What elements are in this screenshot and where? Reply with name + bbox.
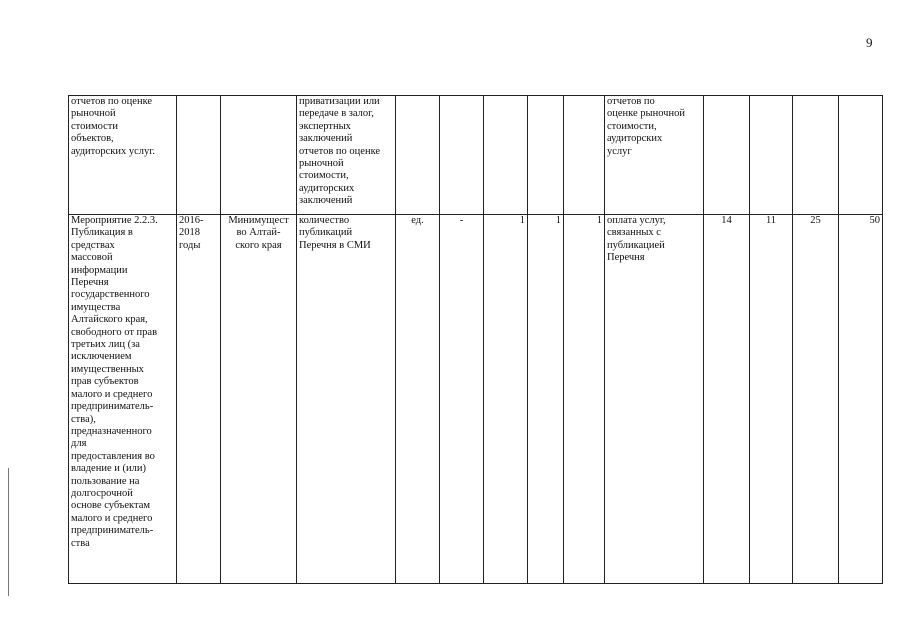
table-row — [69, 96, 883, 215]
cell-period — [177, 96, 221, 215]
table-row — [69, 215, 883, 584]
cell-value-4 — [564, 96, 605, 215]
cell-direction: отчетов по оценке рыночной стоимости, аудиторских услуг — [605, 96, 704, 215]
cell-unit — [396, 96, 440, 215]
cell-indicator: количество публикаций Перечня в СМИ — [297, 215, 396, 584]
cell-funding-1: 14 — [704, 215, 750, 584]
margin-line — [8, 468, 9, 596]
cell-value-2: 1 — [484, 215, 528, 584]
cell-funding-4 — [839, 96, 883, 215]
cell-unit: ед. — [396, 215, 440, 584]
program-table — [68, 95, 883, 584]
cell-item: отчетов по оценке рыночной стоимости объектов, аудиторских услуг. — [69, 96, 177, 215]
cell-funding-1 — [704, 96, 750, 215]
cell-period: 2016- 2018 годы — [177, 215, 221, 584]
cell-item: Мероприятие 2.2.3. Публикация в средствах массовой информации Перечня государственного имущества Алтайского края, свободного от прав третьих лиц (за исключением имущественных прав субъектов малого и среднего предприниматель- ства), предназначенного для предоставления во владение и (или) пользование на долгосрочной основе субъектам малого и среднего предприниматель- ства — [69, 215, 177, 584]
cell-value-4: 1 — [564, 215, 605, 584]
cell-funding-2 — [750, 96, 793, 215]
cell-funding-2: 11 — [750, 215, 793, 584]
cell-value-3 — [528, 96, 564, 215]
cell-funding-3: 25 — [793, 215, 839, 584]
cell-direction: оплата услуг, связанных с публикацией Перечня — [605, 215, 704, 584]
cell-value-2 — [484, 96, 528, 215]
cell-funding-3 — [793, 96, 839, 215]
cell-executor — [221, 96, 297, 215]
cell-executor: Минимущест во Алтай- ского края — [221, 215, 297, 584]
cell-value-1 — [440, 96, 484, 215]
cell-value-1: - — [440, 215, 484, 584]
cell-indicator: приватизации или передаче в залог, экспертных заключений отчетов по оценке рыночной стоимости, аудиторских заключений — [297, 96, 396, 215]
page-number: 9 — [866, 35, 873, 50]
cell-value-3: 1 — [528, 215, 564, 584]
cell-funding-4: 50 — [839, 215, 883, 584]
